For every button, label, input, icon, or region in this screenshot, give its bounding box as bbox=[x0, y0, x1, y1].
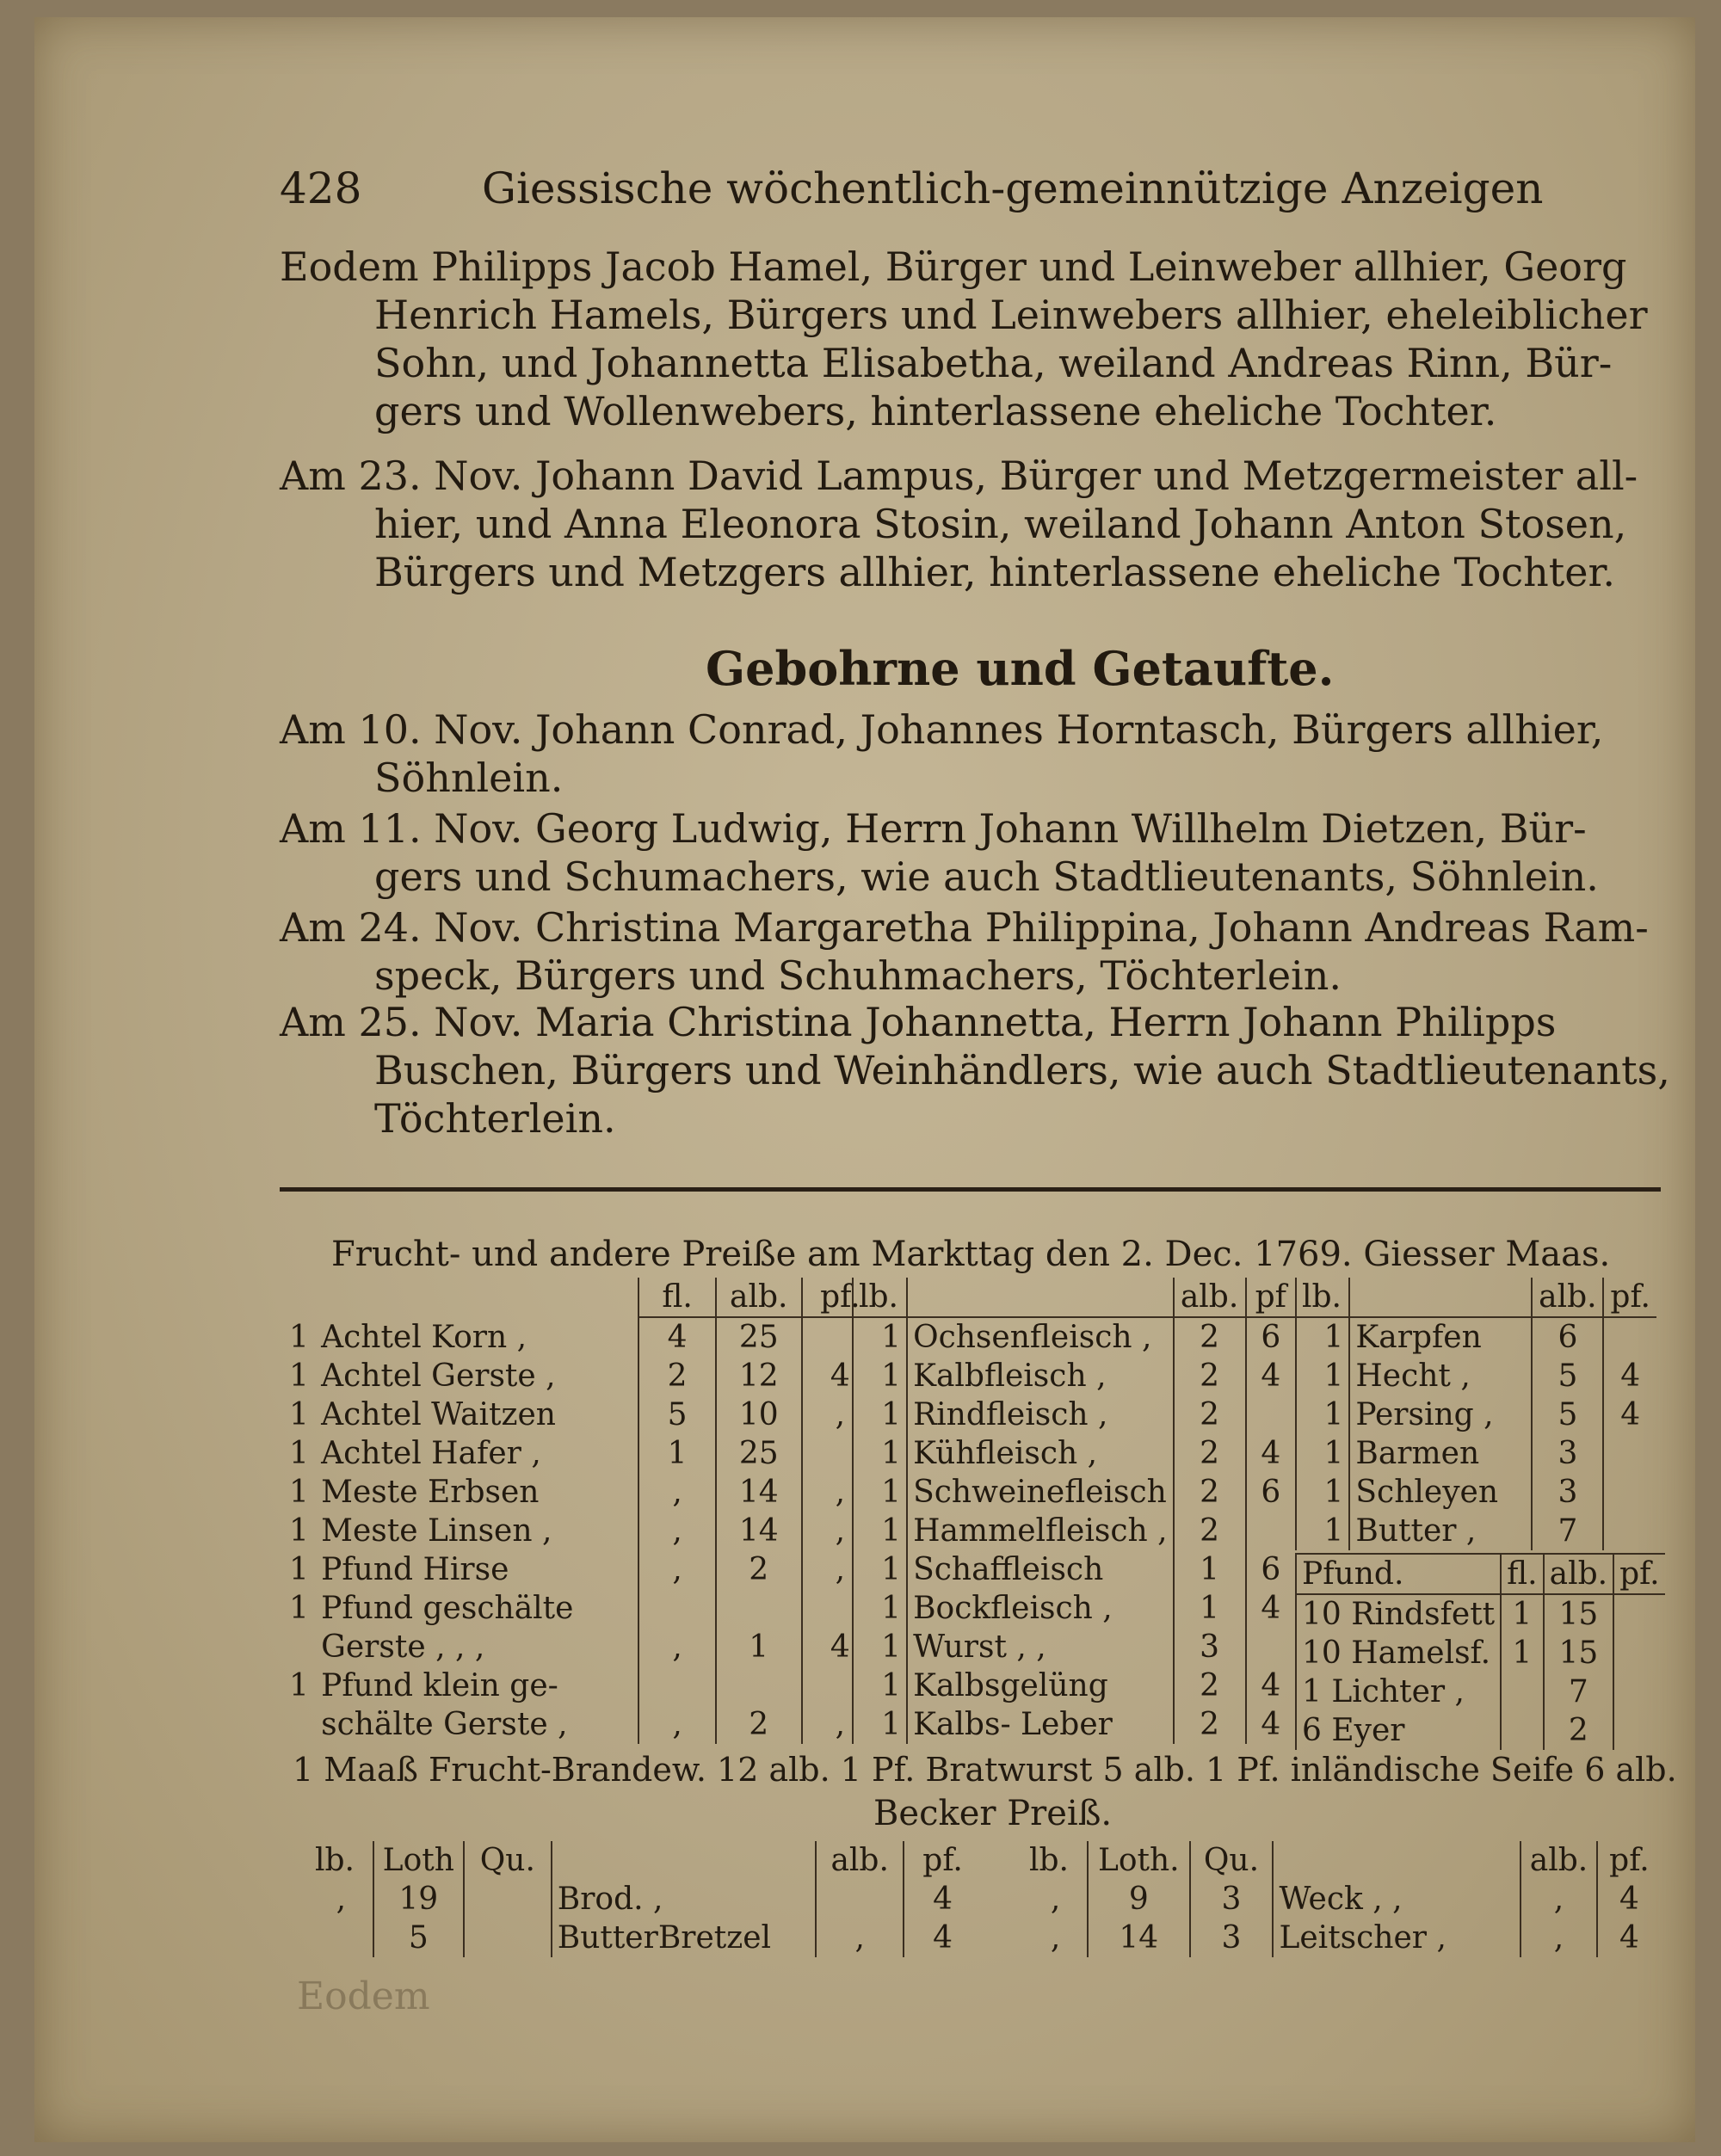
table-cell: 1 bbox=[1296, 1473, 1349, 1512]
col-header-fl: fl. bbox=[1501, 1554, 1543, 1594]
table-row bbox=[1296, 1395, 1656, 1434]
table-cell bbox=[1603, 1473, 1656, 1512]
table-cell: 7 bbox=[1532, 1512, 1603, 1550]
table-cell: 2 bbox=[1174, 1317, 1246, 1357]
text-line: hier, und Anna Eleonora Stosin, weiland Johann Anton Stosen, bbox=[374, 501, 1627, 547]
table-cell bbox=[1613, 1711, 1665, 1750]
prices-title: Frucht- und andere Preiße am Markttag den 2. Dec. 1769. Giesser Maas. bbox=[331, 1235, 1611, 1274]
table-cell: 2 bbox=[1174, 1473, 1246, 1512]
table-cell: 1 bbox=[853, 1357, 907, 1395]
table-header-row bbox=[853, 1278, 1295, 1317]
table-cell: 1 bbox=[289, 1552, 309, 1587]
table-row bbox=[284, 1550, 878, 1589]
running-title: Giessische wöchentlich-gemeinnützige Anzeigen bbox=[482, 163, 1544, 213]
table-cell: 14 bbox=[716, 1473, 802, 1512]
table-cell: 2 bbox=[1544, 1711, 1613, 1750]
table-cell bbox=[1613, 1594, 1665, 1634]
marriage-entry-2 bbox=[280, 452, 1656, 596]
table-cell bbox=[464, 1919, 552, 1957]
col-header-pf: pf. bbox=[802, 1278, 878, 1317]
table-cell: Kalbsgelüng bbox=[907, 1666, 1174, 1705]
table-cell: Barmen bbox=[1349, 1434, 1532, 1473]
text-line: Töchterlein. bbox=[374, 1095, 616, 1142]
table-cell: Gerste , , , bbox=[321, 1629, 485, 1665]
table-cell: , bbox=[638, 1705, 715, 1744]
table-row bbox=[853, 1434, 1295, 1473]
table-cell bbox=[1501, 1672, 1543, 1711]
table-cell: 2 bbox=[716, 1705, 802, 1744]
table-cell: 1 bbox=[638, 1434, 715, 1473]
table-cell: 1 bbox=[853, 1317, 907, 1357]
col-header-lb: lb. bbox=[315, 1843, 355, 1878]
table-cell: 1 bbox=[853, 1512, 907, 1550]
col-header-lb: lb. bbox=[1029, 1843, 1070, 1878]
table-cell: Pfund geschälte bbox=[321, 1591, 574, 1626]
table-cell bbox=[1603, 1317, 1656, 1357]
table-cell bbox=[284, 1705, 316, 1744]
table-cell bbox=[1603, 1512, 1656, 1550]
table-cell: Hecht , bbox=[1349, 1357, 1532, 1395]
col-header-pfund: Pfund. bbox=[1296, 1554, 1501, 1594]
table-cell bbox=[1613, 1634, 1665, 1672]
text-line: Bürgers und Metzgers allhier, hinterlassene eheliche Tochter. bbox=[374, 549, 1616, 595]
table-cell: 2 bbox=[1174, 1434, 1246, 1473]
table-cell: 25 bbox=[716, 1434, 802, 1473]
table-row bbox=[284, 1705, 878, 1744]
col-header-alb: alb. bbox=[716, 1278, 802, 1317]
table-header-row bbox=[284, 1278, 878, 1317]
text-line: Eodem Philipps Jacob Hamel, Bürger und Leinweber allhier, Georg bbox=[280, 243, 1627, 290]
table-cell: , bbox=[816, 1919, 904, 1957]
table-cell: 1 bbox=[853, 1666, 907, 1705]
table-cell: 1 bbox=[289, 1436, 309, 1471]
table-cell: 1 bbox=[1174, 1550, 1246, 1589]
table-cell: Kühfleisch , bbox=[907, 1434, 1174, 1473]
table-cell: 9 bbox=[1088, 1880, 1189, 1919]
table-cell bbox=[310, 1919, 373, 1957]
table-cell: Hammelfleisch , bbox=[907, 1512, 1174, 1550]
table-cell: 6 bbox=[1532, 1317, 1603, 1357]
table-cell: , bbox=[1050, 1882, 1061, 1917]
table-cell: 7 bbox=[1544, 1672, 1613, 1711]
table-cell: 4 bbox=[1603, 1395, 1656, 1434]
table-cell: schälte Gerste , bbox=[321, 1707, 568, 1742]
table-cell: Brod. , bbox=[552, 1880, 817, 1919]
table-cell: 4 bbox=[638, 1317, 715, 1357]
table-cell: Schweinefleisch bbox=[907, 1473, 1174, 1512]
table-cell bbox=[816, 1880, 904, 1919]
table-cell: Wurst , , bbox=[907, 1628, 1174, 1666]
table-row bbox=[853, 1512, 1295, 1550]
table-header-row bbox=[1024, 1841, 1661, 1880]
text-line: Sohn, und Johannetta Elisabetha, weiland Andreas Rinn, Bür- bbox=[374, 340, 1613, 386]
table-cell: Pfund Hirse bbox=[321, 1552, 509, 1587]
table-cell: 2 bbox=[638, 1357, 715, 1395]
table-cell: , bbox=[638, 1473, 715, 1512]
bread-price-table-right bbox=[1024, 1841, 1661, 1957]
table-row bbox=[853, 1473, 1295, 1512]
text-line: Am 10. Nov. Johann Conrad, Johannes Horntasch, Bürgers allhier, bbox=[280, 706, 1604, 753]
text-line: gers und Schumachers, wie auch Stadtlieutenants, Söhnlein. bbox=[374, 853, 1599, 900]
table-cell: 5 bbox=[638, 1395, 715, 1434]
table-cell: Karpfen bbox=[1349, 1317, 1532, 1357]
birth-entry-1 bbox=[280, 705, 1656, 802]
table-cell: 4 bbox=[1246, 1357, 1295, 1395]
table-cell: 10 bbox=[716, 1395, 802, 1434]
pound-goods-table bbox=[1295, 1553, 1665, 1750]
col-header-pf: pf. bbox=[1597, 1841, 1661, 1880]
table-cell: 1 bbox=[853, 1550, 907, 1589]
table-row bbox=[1296, 1594, 1665, 1634]
col-header-pf: pf. bbox=[1603, 1278, 1656, 1317]
table-cell: 25 bbox=[716, 1317, 802, 1357]
table-row bbox=[853, 1705, 1295, 1744]
table-cell: 6 bbox=[1246, 1550, 1295, 1589]
extra-prices-line: 1 Maaß Frucht-Brandew. 12 alb. 1 Pf. Bratwurst 5 alb. 1 Pf. inländische Seife 6 alb. bbox=[293, 1751, 1677, 1789]
table-cell: 4 bbox=[1603, 1357, 1656, 1395]
table-header-row bbox=[1296, 1554, 1665, 1594]
table-cell: , bbox=[1050, 1920, 1061, 1956]
table-cell: 1 Lichter , bbox=[1296, 1672, 1501, 1711]
table-cell: 1 bbox=[1501, 1594, 1543, 1634]
table-header-row bbox=[310, 1841, 981, 1880]
table-cell: 10 Hamelsf. bbox=[1296, 1634, 1501, 1672]
table-row bbox=[284, 1512, 878, 1550]
page-number: 428 bbox=[280, 163, 362, 213]
text-line: Am 11. Nov. Georg Ludwig, Herrn Johann Willhelm Dietzen, Bür- bbox=[280, 805, 1587, 852]
table-cell: Meste Erbsen bbox=[321, 1475, 540, 1510]
table-cell bbox=[1246, 1512, 1295, 1550]
table-cell: 3 bbox=[1532, 1434, 1603, 1473]
table-cell bbox=[716, 1666, 802, 1705]
table-cell: 4 bbox=[1597, 1919, 1661, 1957]
table-cell: Ochsenfleisch , bbox=[907, 1317, 1174, 1357]
table-row bbox=[853, 1357, 1295, 1395]
table-cell: 4 bbox=[904, 1880, 981, 1919]
bleed-through-text: Eodem bbox=[297, 1974, 430, 2018]
table-cell: 4 bbox=[802, 1628, 878, 1666]
table-cell: 1 bbox=[1296, 1434, 1349, 1473]
table-cell: , bbox=[802, 1512, 878, 1550]
table-row bbox=[1296, 1357, 1656, 1395]
birth-entry-2 bbox=[280, 804, 1656, 901]
table-cell: 1 bbox=[853, 1589, 907, 1628]
table-cell: 1 bbox=[1296, 1317, 1349, 1357]
col-header-alb: alb. bbox=[1544, 1554, 1613, 1594]
table-row bbox=[1296, 1672, 1665, 1711]
table-cell: 1 bbox=[289, 1397, 309, 1432]
text-line: Buschen, Bürgers und Weinhändlers, wie auch Stadtlieutenants, bbox=[374, 1047, 1670, 1093]
table-row bbox=[310, 1919, 981, 1957]
table-row bbox=[853, 1628, 1295, 1666]
table-cell: 2 bbox=[1174, 1395, 1246, 1434]
table-cell: 1 bbox=[716, 1628, 802, 1666]
table-cell: 2 bbox=[1174, 1666, 1246, 1705]
table-row bbox=[853, 1589, 1295, 1628]
table-cell: 15 bbox=[1544, 1634, 1613, 1672]
col-header-alb: alb. bbox=[1174, 1278, 1246, 1317]
table-cell: 1 bbox=[853, 1473, 907, 1512]
table-cell: 2 bbox=[1174, 1705, 1246, 1744]
table-cell: 1 bbox=[289, 1358, 309, 1394]
table-cell: Bockfleisch , bbox=[907, 1589, 1174, 1628]
col-header-alb: alb. bbox=[1521, 1841, 1597, 1880]
table-cell: 4 bbox=[802, 1357, 878, 1395]
col-header-loth: Loth bbox=[373, 1841, 464, 1880]
section-divider bbox=[280, 1187, 1661, 1192]
table-cell: 4 bbox=[1246, 1666, 1295, 1705]
table-row bbox=[310, 1880, 981, 1919]
text-line: Söhnlein. bbox=[374, 755, 564, 801]
becker-title: Becker Preiß. bbox=[873, 1794, 1113, 1833]
table-row bbox=[284, 1666, 878, 1705]
bread-price-table-left bbox=[310, 1841, 981, 1957]
table-cell: Kalbfleisch , bbox=[907, 1357, 1174, 1395]
table-row bbox=[853, 1666, 1295, 1705]
table-cell: , bbox=[1521, 1880, 1597, 1919]
table-cell: , bbox=[1521, 1919, 1597, 1957]
table-row bbox=[853, 1550, 1295, 1589]
table-cell: Achtel Korn , bbox=[321, 1319, 527, 1355]
col-header-lb: lb. bbox=[853, 1278, 907, 1317]
table-cell: 1 bbox=[289, 1591, 309, 1626]
text-line: Am 25. Nov. Maria Christina Johannetta, Herrn Johann Philipps bbox=[280, 999, 1557, 1045]
table-cell: 4 bbox=[1246, 1589, 1295, 1628]
col-header-pf: pf bbox=[1246, 1278, 1295, 1317]
fish-price-table bbox=[1295, 1278, 1656, 1550]
table-row bbox=[1024, 1880, 1661, 1919]
table-cell: 19 bbox=[373, 1880, 464, 1919]
birth-entry-3 bbox=[280, 903, 1656, 1000]
table-cell: 12 bbox=[716, 1357, 802, 1395]
table-cell: 4 bbox=[904, 1919, 981, 1957]
table-cell bbox=[284, 1628, 316, 1666]
table-cell: , bbox=[802, 1705, 878, 1744]
table-cell bbox=[1501, 1711, 1543, 1750]
table-row bbox=[853, 1395, 1295, 1434]
col-header-alb: alb. bbox=[816, 1841, 904, 1880]
table-cell: , bbox=[802, 1473, 878, 1512]
table-cell: 2 bbox=[716, 1550, 802, 1589]
table-cell: 1 bbox=[289, 1475, 309, 1510]
table-row bbox=[1296, 1473, 1656, 1512]
table-cell: Pfund klein ge- bbox=[321, 1668, 558, 1703]
table-cell bbox=[1603, 1434, 1656, 1473]
table-cell: 3 bbox=[1174, 1628, 1246, 1666]
table-cell: 14 bbox=[716, 1512, 802, 1550]
col-header-fl: fl. bbox=[638, 1278, 715, 1317]
text-line: speck, Bürgers und Schuhmachers, Töchterlein. bbox=[374, 952, 1342, 999]
table-cell: 5 bbox=[373, 1919, 464, 1957]
table-cell: 1 bbox=[1501, 1634, 1543, 1672]
table-cell: 1 bbox=[853, 1434, 907, 1473]
birth-entry-4 bbox=[280, 998, 1670, 1143]
table-cell bbox=[1246, 1395, 1295, 1434]
table-cell bbox=[638, 1589, 715, 1628]
table-row bbox=[284, 1589, 878, 1628]
marriage-entry-1 bbox=[280, 243, 1656, 435]
table-row bbox=[284, 1317, 878, 1357]
grain-price-table bbox=[284, 1278, 878, 1744]
table-cell: 10 Rindsfett bbox=[1296, 1594, 1501, 1634]
table-cell: 3 bbox=[1532, 1473, 1603, 1512]
table-cell: 1 bbox=[1296, 1512, 1349, 1550]
table-cell: , bbox=[638, 1512, 715, 1550]
table-cell: 6 Eyer bbox=[1296, 1711, 1501, 1750]
col-header-lb: lb. bbox=[1296, 1278, 1349, 1317]
table-cell: 3 bbox=[1190, 1880, 1274, 1919]
table-row bbox=[284, 1357, 878, 1395]
table-cell: Achtel Hafer , bbox=[321, 1436, 541, 1471]
table-cell bbox=[1613, 1672, 1665, 1711]
text-line: gers und Wollenwebers, hinterlassene eheliche Tochter. bbox=[374, 388, 1497, 434]
table-cell: ButterBretzel bbox=[552, 1919, 817, 1957]
table-cell bbox=[464, 1880, 552, 1919]
table-row bbox=[1296, 1434, 1656, 1473]
table-cell: 6 bbox=[1246, 1317, 1295, 1357]
table-cell: Meste Linsen , bbox=[321, 1513, 552, 1549]
table-row bbox=[1296, 1317, 1656, 1357]
table-cell: 4 bbox=[1246, 1434, 1295, 1473]
col-header-alb: alb. bbox=[1532, 1278, 1603, 1317]
meat-price-table bbox=[852, 1278, 1295, 1744]
births-heading: Gebohrne und Getaufte. bbox=[706, 641, 1335, 696]
table-cell: , bbox=[336, 1882, 347, 1917]
table-cell: 1 bbox=[853, 1628, 907, 1666]
col-header-pf: pf. bbox=[904, 1841, 981, 1880]
table-cell: 1 bbox=[1296, 1357, 1349, 1395]
table-cell: , bbox=[802, 1395, 878, 1434]
table-cell: 1 bbox=[289, 1319, 309, 1355]
table-row bbox=[284, 1434, 878, 1473]
table-cell: Schaffleisch bbox=[907, 1550, 1174, 1589]
table-cell: 4 bbox=[1597, 1880, 1661, 1919]
table-row bbox=[284, 1628, 878, 1666]
table-cell: 1 bbox=[289, 1668, 309, 1703]
table-cell: 6 bbox=[1246, 1473, 1295, 1512]
table-cell: 5 bbox=[1532, 1395, 1603, 1434]
table-cell bbox=[716, 1589, 802, 1628]
table-cell: 2 bbox=[1174, 1512, 1246, 1550]
table-cell: Butter , bbox=[1349, 1512, 1532, 1550]
table-cell: Weck , , bbox=[1273, 1880, 1521, 1919]
table-cell: 3 bbox=[1190, 1919, 1274, 1957]
table-cell: 1 bbox=[853, 1395, 907, 1434]
table-cell: Achtel Gerste , bbox=[321, 1358, 556, 1394]
table-cell: , bbox=[638, 1628, 715, 1666]
col-header-qu: Qu. bbox=[1190, 1841, 1274, 1880]
table-cell: Achtel Waitzen bbox=[321, 1397, 556, 1432]
book-page bbox=[34, 17, 1695, 2142]
col-header-qu: Qu. bbox=[464, 1841, 552, 1880]
col-header-loth: Loth. bbox=[1088, 1841, 1189, 1880]
table-cell: 5 bbox=[1532, 1357, 1603, 1395]
table-cell: 4 bbox=[1246, 1705, 1295, 1744]
text-line: Am 24. Nov. Christina Margaretha Philippina, Johann Andreas Ram- bbox=[280, 904, 1649, 951]
table-cell bbox=[638, 1666, 715, 1705]
table-cell: , bbox=[802, 1550, 878, 1589]
table-row bbox=[1296, 1634, 1665, 1672]
table-row bbox=[284, 1473, 878, 1512]
table-cell: , bbox=[638, 1550, 715, 1589]
table-cell: Kalbs- Leber bbox=[907, 1705, 1174, 1744]
table-row bbox=[1296, 1711, 1665, 1750]
table-cell: 1 bbox=[1174, 1589, 1246, 1628]
table-row bbox=[1024, 1919, 1661, 1957]
table-cell: Schleyen bbox=[1349, 1473, 1532, 1512]
table-cell: 2 bbox=[1174, 1357, 1246, 1395]
table-cell bbox=[1246, 1628, 1295, 1666]
text-line: Henrich Hamels, Bürgers und Leinwebers allhier, eheleiblicher bbox=[374, 292, 1648, 338]
table-cell: 1 bbox=[289, 1513, 309, 1549]
table-cell: Persing , bbox=[1349, 1395, 1532, 1434]
table-cell: 1 bbox=[1296, 1395, 1349, 1434]
table-cell: Leitscher , bbox=[1273, 1919, 1521, 1957]
col-header-pf: pf. bbox=[1613, 1554, 1665, 1594]
table-header-row bbox=[1296, 1278, 1656, 1317]
table-row bbox=[1296, 1512, 1656, 1550]
table-row bbox=[853, 1317, 1295, 1357]
text-line: Am 23. Nov. Johann David Lampus, Bürger und Metzgermeister all- bbox=[280, 453, 1638, 499]
table-cell: 1 bbox=[853, 1705, 907, 1744]
table-cell: Rindfleisch , bbox=[907, 1395, 1174, 1434]
table-cell: 14 bbox=[1088, 1919, 1189, 1957]
table-cell: 15 bbox=[1544, 1594, 1613, 1634]
table-row bbox=[284, 1395, 878, 1434]
